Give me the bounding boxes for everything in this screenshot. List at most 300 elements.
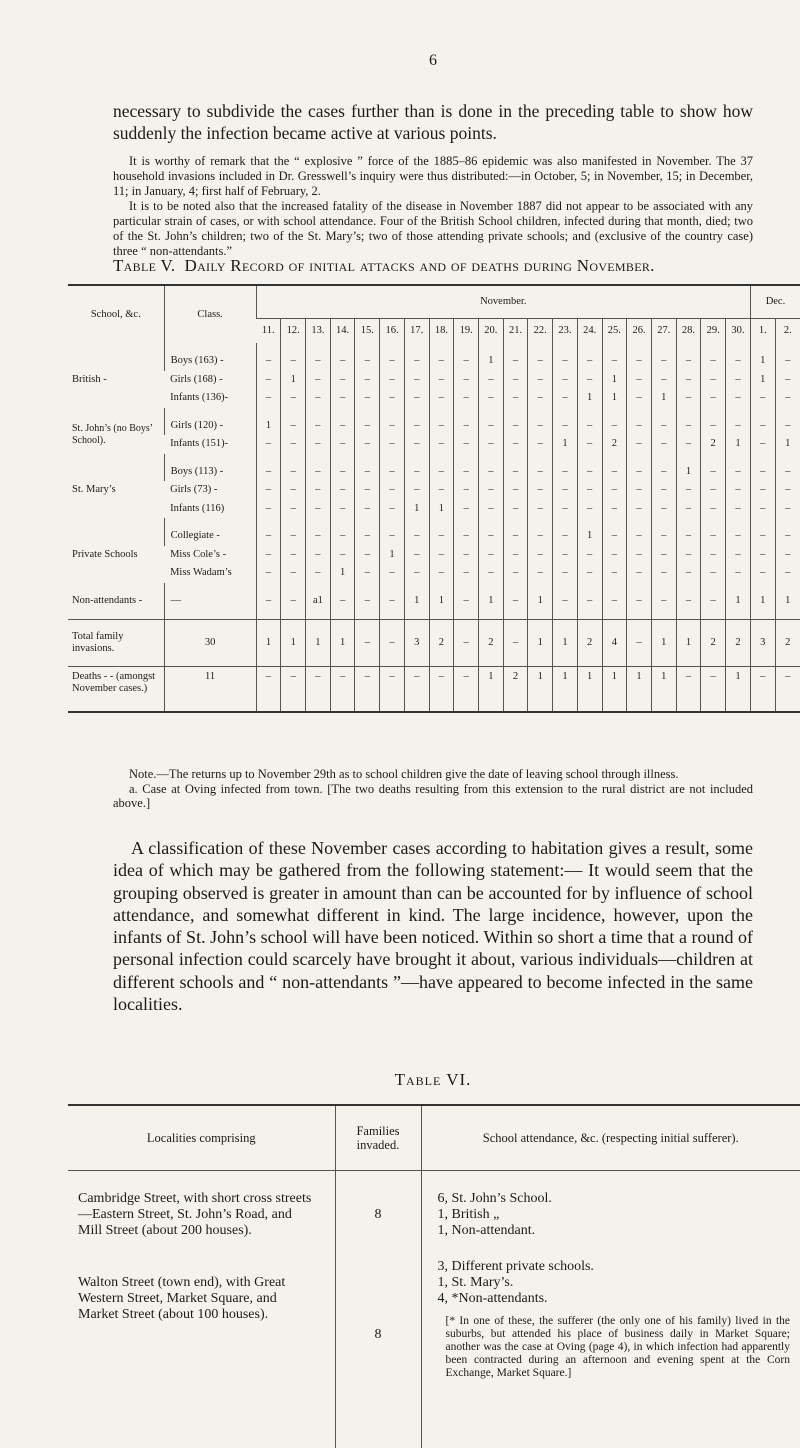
table-row — [68, 389, 800, 408]
col-attendance-header: School attendance, &c. (respecting initial sufferer). — [421, 1105, 800, 1171]
col-school-header: School, &c. — [68, 285, 164, 343]
day-count: – — [503, 463, 528, 482]
day-count: – — [330, 371, 355, 390]
nov-day-header: 28. — [676, 319, 701, 344]
day-count: – — [355, 417, 380, 436]
day-count: – — [256, 371, 281, 390]
day-count: – — [750, 417, 775, 436]
day-count: – — [651, 371, 676, 390]
day-count: – — [503, 435, 528, 454]
day-count: – — [306, 463, 331, 482]
table6-localities — [68, 1104, 800, 1448]
nov-day-header: 21. — [503, 319, 528, 344]
day-count: – — [355, 546, 380, 565]
families-count: 8 — [374, 1207, 382, 1222]
day-count: – — [429, 481, 454, 500]
day-count: – — [577, 435, 602, 454]
day-count: – — [676, 352, 701, 371]
deaths-day-count: – — [701, 667, 726, 713]
day-count: – — [454, 371, 479, 390]
total-day-count: 2 — [478, 620, 503, 667]
day-count: – — [528, 389, 553, 408]
day-count: 1 — [651, 389, 676, 408]
nov-day-header: 12. — [281, 319, 306, 344]
class-name: Infants (136)- — [170, 392, 229, 404]
day-count: 1 — [577, 389, 602, 408]
locality-text: Cambridge Street, with short cross streets—Eastern Street, St. John’s Road, and Mill Street (about 200 houses). — [78, 1191, 312, 1238]
day-count: – — [627, 389, 652, 408]
day-count: – — [750, 435, 775, 454]
day-count: – — [355, 352, 380, 371]
day-count: – — [478, 371, 503, 390]
total-day-count: – — [627, 620, 652, 667]
deaths-day-count: 1 — [528, 667, 553, 713]
class-name: — — [164, 592, 256, 611]
total-day-count: 1 — [281, 620, 306, 667]
deaths-row — [68, 667, 800, 713]
day-count: – — [281, 564, 306, 583]
day-count: – — [503, 389, 528, 408]
day-count: – — [676, 417, 701, 436]
day-count: – — [330, 352, 355, 371]
day-count: – — [528, 546, 553, 565]
day-count: – — [330, 481, 355, 500]
nov-day-header: 30. — [726, 319, 751, 344]
day-count: – — [553, 527, 578, 546]
total-day-count: – — [503, 620, 528, 667]
day-count: – — [454, 546, 479, 565]
total-day-count: 1 — [330, 620, 355, 667]
day-count: – — [429, 546, 454, 565]
nov-day-header: 17. — [404, 319, 429, 344]
day-count: – — [454, 564, 479, 583]
day-count: – — [775, 371, 800, 390]
day-count: – — [404, 564, 429, 583]
intro-paragraph: necessary to subdivide the cases further than is done in the preceding table to show how suddenly the infection became active at various points. — [113, 101, 753, 143]
day-count: 1 — [478, 352, 503, 371]
day-count: – — [726, 463, 751, 482]
total-day-count: 4 — [602, 620, 627, 667]
deaths-day-count: – — [256, 667, 281, 713]
nov-day-header: 25. — [602, 319, 627, 344]
note-line: Note.—The returns up to November 29th as to school children give the date of leaving school through illness. — [129, 767, 679, 781]
nov-day-header: 14. — [330, 319, 355, 344]
day-count: – — [256, 546, 281, 565]
total-row — [68, 620, 800, 667]
day-count: – — [726, 546, 751, 565]
day-count: – — [429, 389, 454, 408]
day-count: – — [454, 481, 479, 500]
day-count: – — [651, 435, 676, 454]
table5-label: Table V. — [113, 256, 176, 275]
day-count: – — [627, 435, 652, 454]
total-day-count: 2 — [775, 620, 800, 667]
day-count: – — [404, 481, 429, 500]
day-count: – — [281, 389, 306, 408]
day-count: – — [306, 500, 331, 519]
day-count: – — [651, 352, 676, 371]
day-count: – — [281, 546, 306, 565]
nov-day-header: 18. — [429, 319, 454, 344]
day-count: – — [429, 564, 454, 583]
total-day-count: – — [355, 620, 380, 667]
total-day-count: – — [380, 620, 405, 667]
day-count: – — [676, 527, 701, 546]
class-name: Girls (120) - — [164, 417, 256, 436]
day-count: – — [478, 463, 503, 482]
day-count: – — [380, 592, 405, 611]
deaths-day-count: 1 — [726, 667, 751, 713]
deaths-day-count: – — [454, 667, 479, 713]
day-count: – — [775, 500, 800, 519]
table-row — [68, 435, 800, 454]
school-name: St. John’s (no Boys’ School). — [72, 423, 153, 446]
day-count: – — [355, 371, 380, 390]
table-row — [68, 546, 800, 565]
day-count: – — [726, 352, 751, 371]
day-count: – — [429, 435, 454, 454]
day-count: – — [478, 546, 503, 565]
day-count: – — [701, 564, 726, 583]
day-count: – — [355, 389, 380, 408]
day-count: – — [478, 527, 503, 546]
school-name: St. Mary’s — [72, 484, 116, 496]
total-day-count: 3 — [750, 620, 775, 667]
day-count: 1 — [429, 592, 454, 611]
day-count: – — [627, 564, 652, 583]
day-count: – — [553, 417, 578, 436]
nov-day-header: 22. — [528, 319, 553, 344]
day-count: – — [355, 481, 380, 500]
day-count: – — [676, 389, 701, 408]
day-count: – — [602, 463, 627, 482]
day-count: – — [701, 463, 726, 482]
day-count: – — [429, 371, 454, 390]
day-count: – — [701, 546, 726, 565]
day-count: – — [454, 500, 479, 519]
day-count: – — [330, 463, 355, 482]
day-count: – — [503, 592, 528, 611]
day-count: – — [454, 592, 479, 611]
deaths-class-value: 11 — [164, 667, 256, 713]
day-count: – — [380, 417, 405, 436]
deaths-day-count: – — [306, 667, 331, 713]
day-count: – — [404, 463, 429, 482]
day-count: – — [726, 564, 751, 583]
day-count: – — [380, 435, 405, 454]
day-count: 1 — [553, 435, 578, 454]
day-count: – — [775, 463, 800, 482]
day-count: – — [701, 481, 726, 500]
day-count: – — [750, 546, 775, 565]
table-row — [68, 352, 800, 371]
day-count: – — [676, 481, 701, 500]
day-count: – — [775, 527, 800, 546]
day-count: – — [627, 371, 652, 390]
day-count: – — [701, 389, 726, 408]
day-count: – — [454, 435, 479, 454]
table-row — [68, 481, 800, 500]
day-count: – — [306, 435, 331, 454]
day-count: – — [775, 564, 800, 583]
day-count: – — [651, 592, 676, 611]
day-count: – — [380, 564, 405, 583]
day-count: – — [553, 481, 578, 500]
day-count: 1 — [478, 592, 503, 611]
day-count: – — [281, 592, 306, 611]
total-day-count: – — [454, 620, 479, 667]
table-row — [68, 527, 800, 546]
day-count: 1 — [775, 592, 800, 611]
dec-day-header: 1. — [750, 319, 775, 344]
nov-day-header: 26. — [627, 319, 652, 344]
day-count: – — [306, 417, 331, 436]
day-count: – — [775, 481, 800, 500]
day-count: – — [330, 592, 355, 611]
day-count: – — [602, 564, 627, 583]
day-count: – — [478, 481, 503, 500]
total-day-count: 2 — [429, 620, 454, 667]
col-localities-header: Localities comprising — [68, 1105, 335, 1171]
day-count: – — [330, 435, 355, 454]
day-count: – — [404, 527, 429, 546]
day-count: – — [281, 352, 306, 371]
day-count: – — [380, 481, 405, 500]
remark-paragraph: It is to be noted also that the increased fatality of the disease in November 1887 did not appear to be associated with any particular strain of cases, or with school attendance. Four of the British School children, infected during that month, died; two of the St. John’s children; two of the St. Mary’s; two of those attending private schools; and (exclusive of the country case) three “ non-attendants.” — [113, 199, 753, 258]
day-count: – — [726, 417, 751, 436]
day-count: – — [380, 527, 405, 546]
day-count: – — [306, 564, 331, 583]
day-count: – — [330, 500, 355, 519]
class-name: Infants (116) — [170, 502, 225, 514]
day-count: – — [256, 592, 281, 611]
day-count: – — [454, 352, 479, 371]
day-count: – — [726, 371, 751, 390]
note-line: a. Case at Oving infected from town. [The two deaths resulting from this extension to the rural district are not included above.] — [113, 781, 753, 810]
day-count: – — [651, 500, 676, 519]
day-count: 1 — [775, 435, 800, 454]
day-count: – — [750, 463, 775, 482]
day-count: – — [256, 352, 281, 371]
total-label: Total family invasions. — [68, 620, 164, 667]
deaths-label: Deaths - - (amongst November cases.) — [68, 667, 164, 713]
day-count: – — [478, 417, 503, 436]
day-count: – — [503, 527, 528, 546]
day-count: – — [454, 527, 479, 546]
day-count: – — [503, 417, 528, 436]
day-count: 1 — [330, 564, 355, 583]
table-row — [68, 500, 800, 519]
day-count: – — [306, 352, 331, 371]
day-count: – — [478, 389, 503, 408]
day-count: – — [553, 389, 578, 408]
day-count: – — [256, 435, 281, 454]
nov-day-header: 20. — [478, 319, 503, 344]
day-count: 1 — [726, 592, 751, 611]
nov-day-header: 24. — [577, 319, 602, 344]
day-count: 1 — [429, 500, 454, 519]
deaths-day-count: 1 — [577, 667, 602, 713]
day-count: – — [726, 389, 751, 408]
day-count: – — [281, 527, 306, 546]
day-count: – — [676, 546, 701, 565]
day-count: – — [726, 481, 751, 500]
day-count: – — [503, 500, 528, 519]
day-count: – — [454, 417, 479, 436]
day-count: – — [478, 500, 503, 519]
day-count: – — [627, 463, 652, 482]
day-count: – — [651, 481, 676, 500]
day-count: – — [256, 500, 281, 519]
total-day-count: 1 — [528, 620, 553, 667]
attendance-entry: 3, Different private schools. 1, St. Mary’s. 4, *Non-attendants. — [437, 1259, 594, 1306]
table6-footnote: [* In one of these, the sufferer (the only one of his family) lived in the suburbs, but attended his place of business daily in Market Square; another was the case at Oving (page 4), in which infection had apparently been contracted during an afternoon and evening spent at the Corn Exchange, Market Square.] — [445, 1315, 790, 1379]
day-count: 1 — [380, 546, 405, 565]
day-count: – — [651, 564, 676, 583]
day-count: – — [651, 546, 676, 565]
day-count: – — [750, 389, 775, 408]
day-count: – — [701, 500, 726, 519]
day-count: – — [602, 417, 627, 436]
day-count: – — [256, 527, 281, 546]
day-count: – — [281, 481, 306, 500]
day-count: – — [429, 463, 454, 482]
day-count: – — [355, 564, 380, 583]
deaths-day-count: 1 — [553, 667, 578, 713]
nov-day-header: 11. — [256, 319, 281, 344]
table-row — [68, 564, 800, 583]
day-count: – — [404, 546, 429, 565]
day-count: – — [726, 527, 751, 546]
day-count: 1 — [726, 435, 751, 454]
day-count: – — [577, 417, 602, 436]
day-count: 1 — [750, 371, 775, 390]
nov-day-header: 16. — [380, 319, 405, 344]
day-count: – — [429, 352, 454, 371]
day-count: – — [726, 500, 751, 519]
day-count: – — [528, 527, 553, 546]
day-count: – — [306, 527, 331, 546]
nov-day-header: 29. — [701, 319, 726, 344]
day-count: 1 — [281, 371, 306, 390]
day-count: – — [478, 435, 503, 454]
day-count: – — [330, 546, 355, 565]
day-count: 1 — [750, 592, 775, 611]
day-count: – — [701, 352, 726, 371]
day-count: – — [404, 417, 429, 436]
day-count: – — [528, 371, 553, 390]
attendance-entry: 6, St. John’s School. 1, British „ 1, Non-attendant. — [437, 1191, 552, 1238]
day-count: – — [404, 389, 429, 408]
day-count: – — [429, 527, 454, 546]
nov-day-header: 15. — [355, 319, 380, 344]
day-count: 1 — [602, 389, 627, 408]
total-day-count: 2 — [577, 620, 602, 667]
table-row — [68, 371, 800, 390]
total-day-count: 2 — [701, 620, 726, 667]
day-count: – — [750, 481, 775, 500]
page-number: 6 — [429, 52, 437, 69]
dec-day-header: 2. — [775, 319, 800, 344]
day-count: – — [775, 546, 800, 565]
class-name: Boys (113) - — [164, 463, 256, 482]
day-count: – — [355, 463, 380, 482]
day-count: 1 — [602, 371, 627, 390]
school-name: British - — [72, 373, 107, 385]
total-day-count: 3 — [404, 620, 429, 667]
day-count: – — [577, 546, 602, 565]
day-count: – — [380, 371, 405, 390]
day-count: – — [380, 463, 405, 482]
day-count: – — [404, 435, 429, 454]
col-dec-header: Dec. — [750, 285, 800, 319]
table-row — [68, 592, 800, 611]
day-count: – — [330, 417, 355, 436]
day-count: – — [701, 592, 726, 611]
day-count: – — [553, 371, 578, 390]
day-count: – — [355, 435, 380, 454]
day-count: – — [256, 389, 281, 408]
deaths-day-count: – — [429, 667, 454, 713]
day-count: – — [528, 481, 553, 500]
day-count: – — [627, 352, 652, 371]
day-count: – — [577, 592, 602, 611]
day-count: 1 — [404, 592, 429, 611]
day-count: – — [503, 352, 528, 371]
day-count: – — [306, 371, 331, 390]
day-count: – — [651, 463, 676, 482]
class-name: Boys (163) - — [164, 352, 256, 371]
col-november-header: November. — [256, 285, 750, 319]
day-count: – — [651, 417, 676, 436]
class-name: Girls (73) - — [170, 484, 218, 496]
day-count: – — [330, 389, 355, 408]
class-name: Miss Cole’s - — [170, 548, 227, 560]
deaths-day-count: – — [330, 667, 355, 713]
day-count: 1 — [750, 352, 775, 371]
day-count: – — [380, 352, 405, 371]
day-count: – — [330, 527, 355, 546]
day-count: 1 — [528, 592, 553, 611]
table-row — [68, 463, 800, 482]
table5-daily-record — [68, 284, 800, 713]
day-count: – — [553, 564, 578, 583]
day-count: 2 — [602, 435, 627, 454]
class-name: Girls (168) - — [170, 373, 223, 385]
day-count: – — [676, 371, 701, 390]
locality-text: Walton Street (town end), with Great Western Street, Market Square, and Market Street (about 100 houses). — [78, 1275, 286, 1322]
table6-heading: Table VI. — [394, 1070, 472, 1089]
deaths-day-count: 2 — [503, 667, 528, 713]
day-count: – — [256, 481, 281, 500]
day-count: – — [775, 352, 800, 371]
day-count: – — [701, 527, 726, 546]
day-count: – — [577, 564, 602, 583]
class-name: Infants (151)- — [170, 438, 229, 450]
day-count: – — [503, 481, 528, 500]
day-count: – — [602, 500, 627, 519]
day-count: 1 — [577, 527, 602, 546]
day-count: – — [503, 564, 528, 583]
day-count: – — [256, 564, 281, 583]
total-day-count: 1 — [651, 620, 676, 667]
day-count: – — [404, 352, 429, 371]
day-count: – — [528, 417, 553, 436]
deaths-day-count: 1 — [651, 667, 676, 713]
day-count: – — [627, 546, 652, 565]
day-count: – — [306, 481, 331, 500]
col-families-header: Families invaded. — [335, 1105, 421, 1171]
